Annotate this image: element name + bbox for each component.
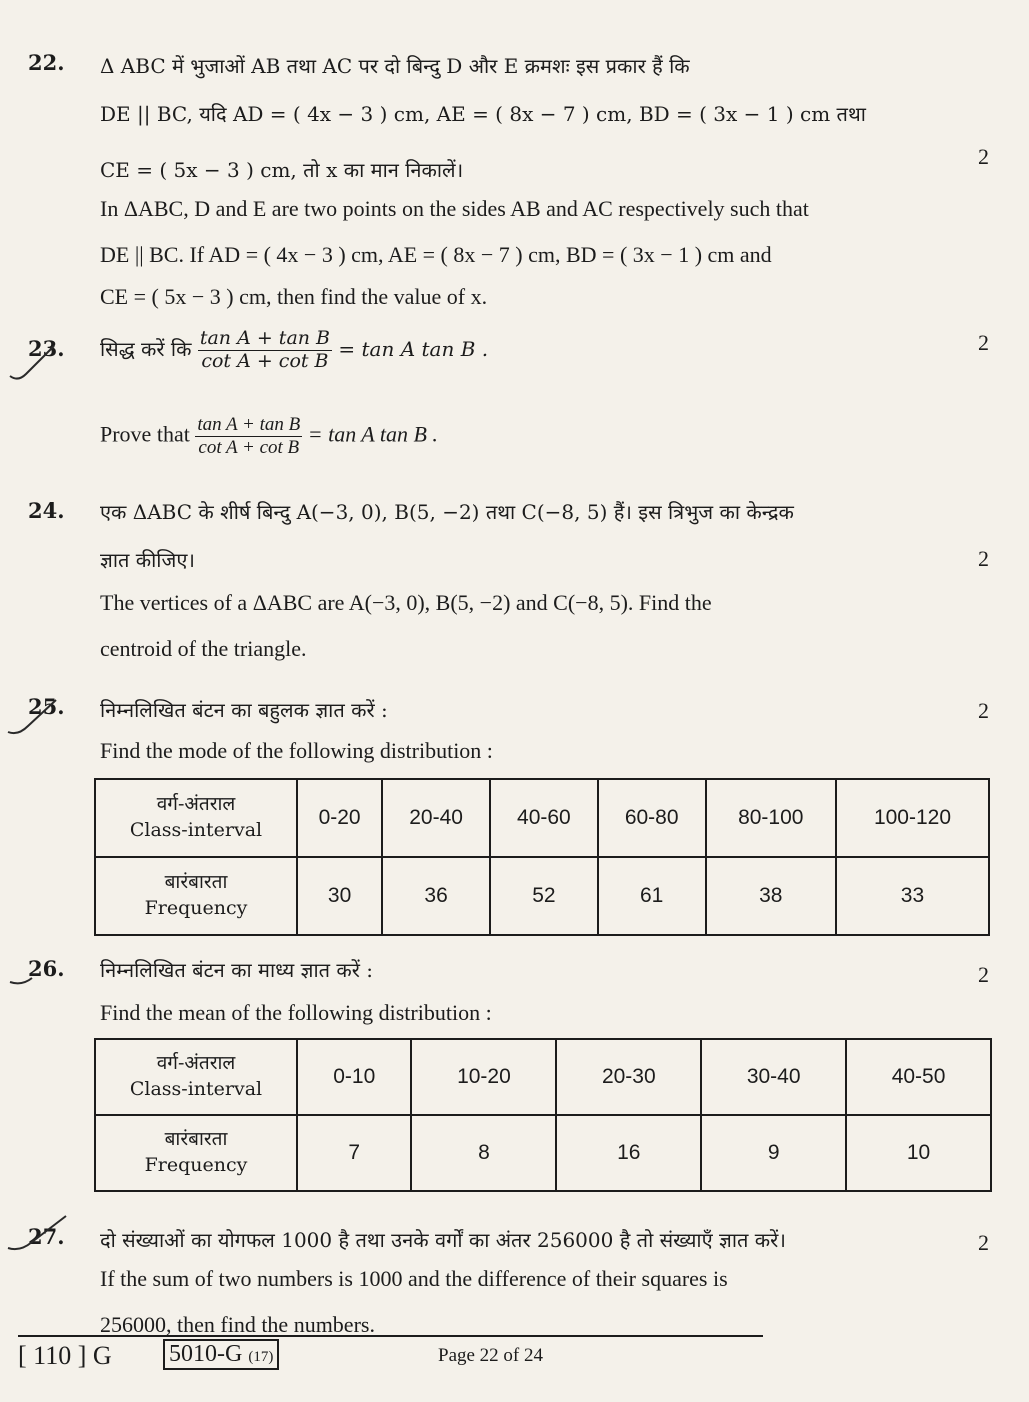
table-row xyxy=(95,779,989,857)
table-cell: 10-20 xyxy=(411,1039,556,1115)
table-cell: 33 xyxy=(836,857,989,935)
table-cell: 36 xyxy=(382,857,490,935)
table-cell: 40-60 xyxy=(490,779,598,857)
row-header-english: Frequency xyxy=(144,897,248,919)
table-cell: 8 xyxy=(411,1115,556,1191)
row-header xyxy=(95,857,297,935)
hindi-line-3: CE = ( 5x − 3 ) cm, तो x का मान निकालें। xyxy=(100,158,464,182)
english-line-2: DE || BC. If AD = ( 4x − 3 ) cm, AE = ( 8x − 7 ) cm, BD = ( 3x − 1 ) cm and xyxy=(100,242,772,267)
footer-rule xyxy=(18,1335,763,1337)
row-header-hindi: वर्ग-अंतराल xyxy=(156,793,236,816)
table-cell: 38 xyxy=(706,857,836,935)
question-number: 26. xyxy=(28,956,65,981)
question-marks: 2 xyxy=(978,698,989,723)
hindi-line-1: एक ΔABC के शीर्ष बिन्दु A(−3, 0), B(5, −2) तथा C(−8, 5) हैं। इस त्रिभुज का केन्द्रक xyxy=(100,500,794,524)
table-cell: 80-100 xyxy=(706,779,836,857)
row-header-english: Frequency xyxy=(144,1154,248,1176)
table-cell: 60-80 xyxy=(598,779,706,857)
english-line: Find the mean of the following distribution : xyxy=(100,1000,492,1025)
paper-code: 5010-G xyxy=(169,1341,243,1367)
english-statement xyxy=(100,414,991,459)
table-cell: 61 xyxy=(598,857,706,935)
row-header-hindi: बारंबारता xyxy=(164,1128,228,1151)
fraction-numerator: tan A + tan B xyxy=(197,414,301,435)
mean-distribution-table xyxy=(94,1038,992,1192)
table-row xyxy=(95,857,989,935)
table-cell: 16 xyxy=(556,1115,701,1191)
table-cell: 7 xyxy=(297,1115,411,1191)
row-header-english: Class-interval xyxy=(129,1078,263,1100)
page-number: Page 22 of 24 xyxy=(438,1345,544,1366)
hindi-line-2: ज्ञात कीजिए। xyxy=(100,548,195,572)
hindi-line-1: Δ ABC में भुजाओं AB तथा AC पर दो बिन्दु D और E क्रमशः इस प्रकार हैं कि xyxy=(100,54,690,78)
question-number: 23. xyxy=(28,336,65,361)
table-cell: 20-40 xyxy=(382,779,490,857)
english-prefix: Prove that xyxy=(100,421,190,447)
question-number: 22. xyxy=(28,50,65,75)
row-header-english: Class-interval xyxy=(129,819,263,841)
paper-code-sub: (17) xyxy=(248,1349,274,1365)
table-cell: 30-40 xyxy=(701,1039,846,1115)
table-cell: 52 xyxy=(490,857,598,935)
table-row xyxy=(95,1039,991,1115)
fraction-denominator: cot A + cot B xyxy=(201,349,329,372)
hindi-line: निम्नलिखित बंटन का बहुलक ज्ञात करें : xyxy=(100,698,388,722)
table-cell: 30 xyxy=(297,857,382,935)
row-header xyxy=(95,1039,297,1115)
table-cell: 20-30 xyxy=(556,1039,701,1115)
english-line: Find the mode of the following distribution : xyxy=(100,738,493,763)
hindi-line: दो संख्याओं का योगफल 1000 है तथा उनके वर्गों का अंतर 256000 है तो संख्याएँ ज्ञात करें। xyxy=(100,1228,786,1252)
question-marks: 2 xyxy=(978,546,989,571)
row-header xyxy=(95,1115,297,1191)
hindi-line-2: DE || BC, यदि AD = ( 4x − 3 ) cm, AE = ( 8x − 7 ) cm, BD = ( 3x − 1 ) cm तथा xyxy=(100,102,866,126)
question-marks: 2 xyxy=(978,1230,989,1255)
english-line-2: centroid of the triangle. xyxy=(100,636,307,661)
question-number: 24. xyxy=(28,498,65,523)
question-marks: 2 xyxy=(978,962,989,987)
mode-distribution-table xyxy=(94,778,990,936)
table-cell: 0-10 xyxy=(297,1039,411,1115)
row-header-hindi: बारंबारता xyxy=(164,871,228,894)
question-number: 25. xyxy=(28,694,65,719)
pen-tick-mark xyxy=(2,1208,72,1258)
english-line-1: The vertices of a ΔABC are A(−3, 0), B(5, −2) and C(−8, 5). Find the xyxy=(100,590,712,615)
english-line-3: CE = ( 5x − 3 ) cm, then find the value of x. xyxy=(100,284,488,309)
hindi-prefix: सिद्ध करें कि xyxy=(100,336,192,361)
hindi-line: निम्नलिखित बंटन का माध्य ज्ञात करें : xyxy=(100,958,374,982)
fraction xyxy=(198,328,332,373)
equation-rhs: = tan A tan B . xyxy=(338,336,489,361)
english-line-1: If the sum of two numbers is 1000 and the difference of their squares is xyxy=(100,1266,728,1291)
fraction-denominator: cot A + cot B xyxy=(198,436,300,458)
table-cell: 10 xyxy=(846,1115,991,1191)
paper-set-code: [ 110 ] G xyxy=(18,1341,112,1370)
hindi-statement xyxy=(100,328,991,373)
table-cell: 100-120 xyxy=(836,779,989,857)
question-marks: 2 xyxy=(978,144,989,169)
equation-rhs: = tan A tan B . xyxy=(307,421,438,447)
paper-code-box xyxy=(163,1339,279,1370)
pen-tick-mark xyxy=(2,952,62,992)
table-cell: 9 xyxy=(701,1115,846,1191)
fraction-numerator: tan A + tan B xyxy=(199,327,331,349)
english-line-1: In ΔABC, D and E are two points on the sides AB and AC respectively such that xyxy=(100,196,809,221)
pen-tick-mark xyxy=(4,340,64,390)
table-cell: 40-50 xyxy=(846,1039,991,1115)
row-header xyxy=(95,779,297,857)
row-header-hindi: वर्ग-अंतराल xyxy=(156,1052,236,1075)
table-row xyxy=(95,1115,991,1191)
fraction xyxy=(195,414,302,459)
pen-tick-mark xyxy=(2,692,62,742)
question-number: 27. xyxy=(28,1224,65,1249)
table-cell: 0-20 xyxy=(297,779,382,857)
english-line-2: 256000, then find the numbers. xyxy=(100,1312,375,1337)
question-marks: 2 xyxy=(978,330,989,355)
